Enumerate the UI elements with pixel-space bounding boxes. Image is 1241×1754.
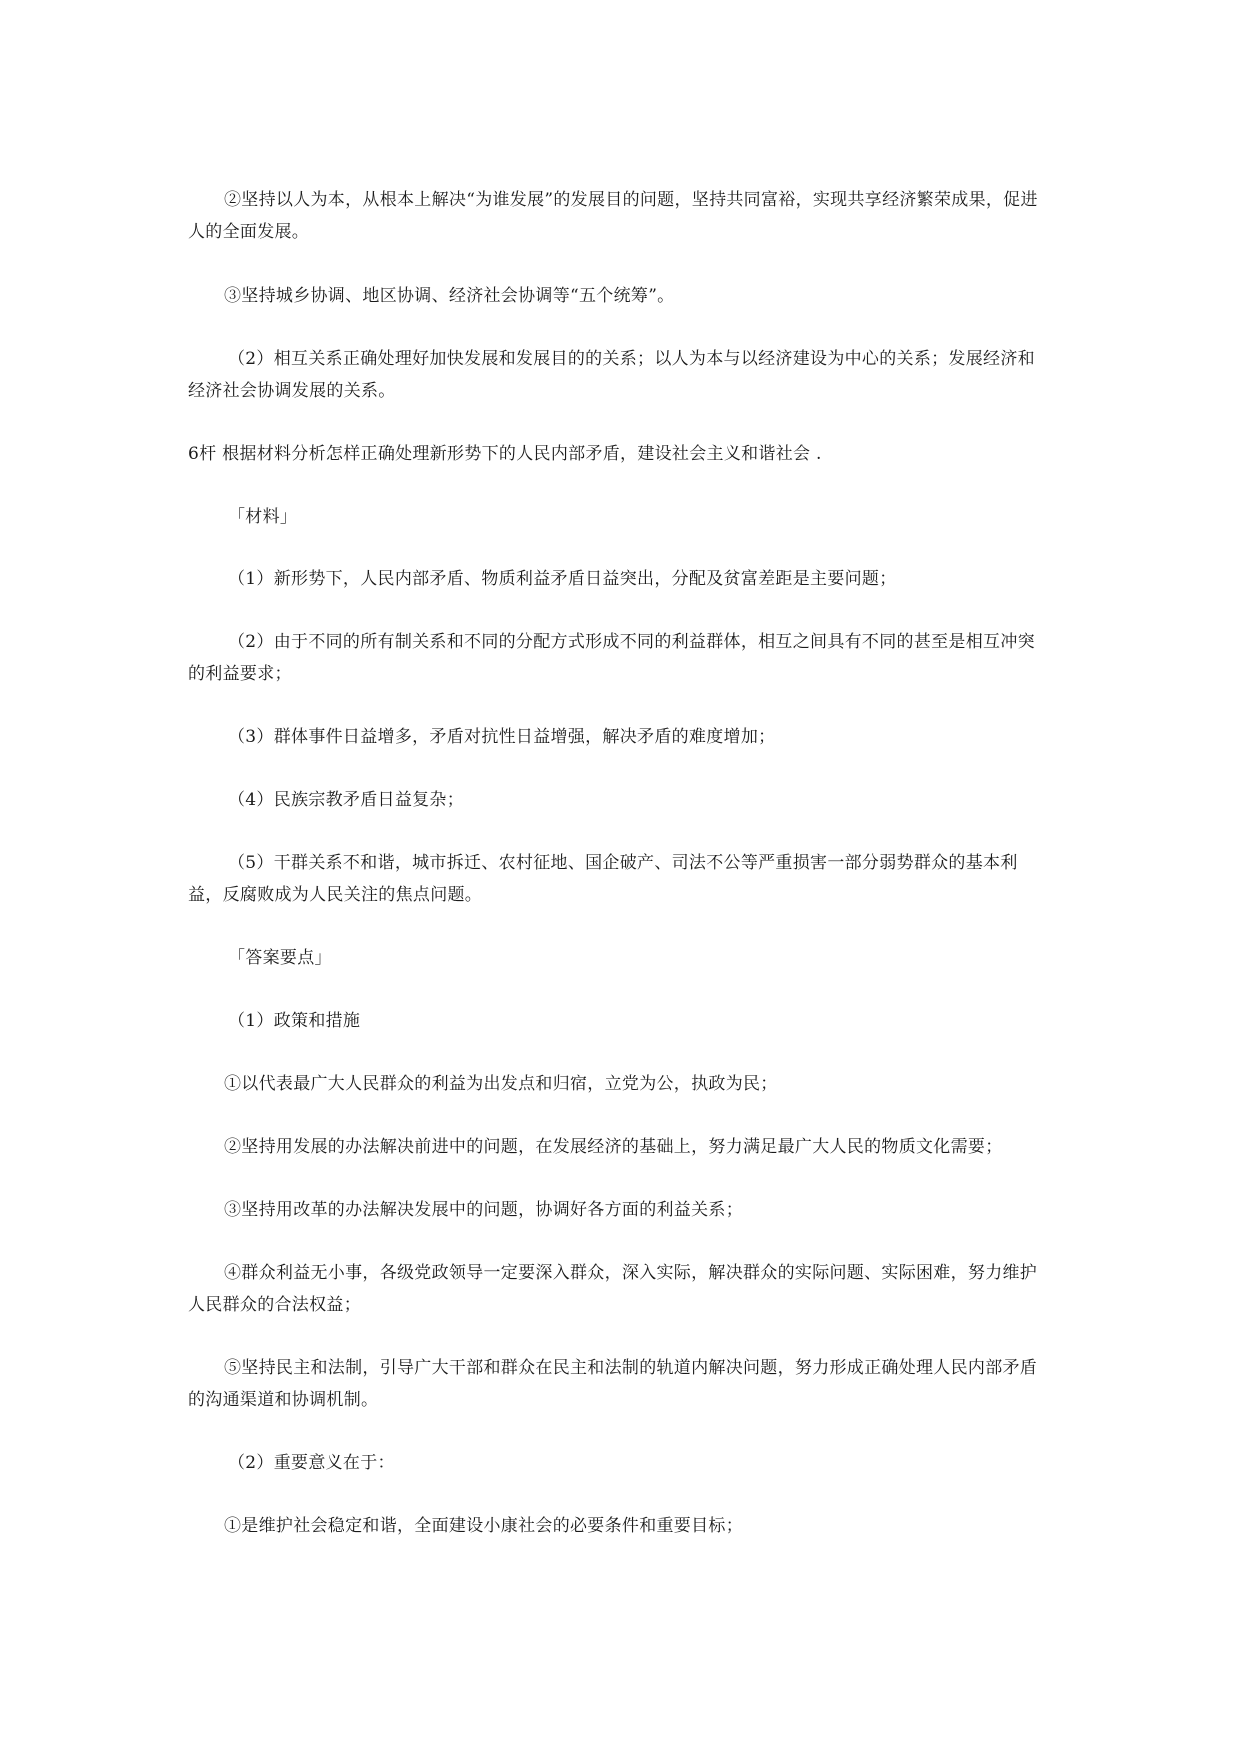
answer-item-3: ③坚持用改革的办法解决发展中的问题，协调好各方面的利益关系； xyxy=(224,1200,743,1220)
answer-subheading-significance: （2）重要意义在于： xyxy=(228,1453,395,1473)
paragraph-point-3-five-coordinations: ③坚持城乡协调、地区协调、经济社会协调等“五个统筹”。 xyxy=(224,286,675,306)
section-label-material: 「材料」 xyxy=(228,507,298,527)
answer-item-1: ①以代表最广大人民群众的利益为出发点和归宿，立党为公，执政为民； xyxy=(224,1074,778,1094)
answer-subheading-policies: （1）政策和措施 xyxy=(228,1011,361,1031)
material-item-1: （1）新形势下，人民内部矛盾、物质利益矛盾日益突出，分配及贫富差距是主要问题； xyxy=(228,569,897,589)
answer-item-2: ②坚持用发展的办法解决前进中的问题，在发展经济的基础上，努力满足最广大人民的物质文化需要； xyxy=(224,1137,1003,1157)
material-item-3: （3）群体事件日益增多，矛盾对抗性日益增强，解决矛盾的难度增加； xyxy=(228,727,776,747)
section-label-answer-points: 「答案要点」 xyxy=(228,948,332,968)
paragraph-point-2-people-oriented: ②坚持以人为本，从根本上解决“为谁发展”的发展目的问题，坚持共同富裕，实现共享经济繁荣成果，促进人的全面发展。 xyxy=(188,190,1038,242)
significance-item-1: ①是维护社会稳定和谐，全面建设小康社会的必要条件和重要目标； xyxy=(224,1516,743,1536)
paragraph-relations: （2）相互关系正确处理好加快发展和发展目的的关系；以人为本与以经济建设为中心的关系；发展经济和经济社会协调发展的关系。 xyxy=(188,349,1035,401)
material-item-5: （5）干群关系不和谐，城市拆迁、农村征地、国企破产、司法不公等严重损害一部分弱势群众的基本利益，反腐败成为人民关注的焦点问题。 xyxy=(188,853,1018,905)
answer-item-4: ④群众利益无小事，各级党政领导一定要深入群众，深入实际，解决群众的实际问题、实际困难，努力维护人民群众的合法权益； xyxy=(188,1263,1038,1315)
material-item-2: （2）由于不同的所有制关系和不同的分配方式形成不同的利益群体，相互之间具有不同的甚至是相互冲突的利益要求； xyxy=(188,632,1035,684)
question-heading: 6杆 根据材料分析怎样正确处理新形势下的人民内部矛盾，建设社会主义和谐社会 . xyxy=(188,444,822,464)
answer-item-5: ⑤坚持民主和法制，引导广大干部和群众在民主和法制的轨道内解决问题，努力形成正确处理人民内部矛盾的沟通渠道和协调机制。 xyxy=(188,1358,1038,1410)
material-item-4: （4）民族宗教矛盾日益复杂； xyxy=(228,790,465,810)
